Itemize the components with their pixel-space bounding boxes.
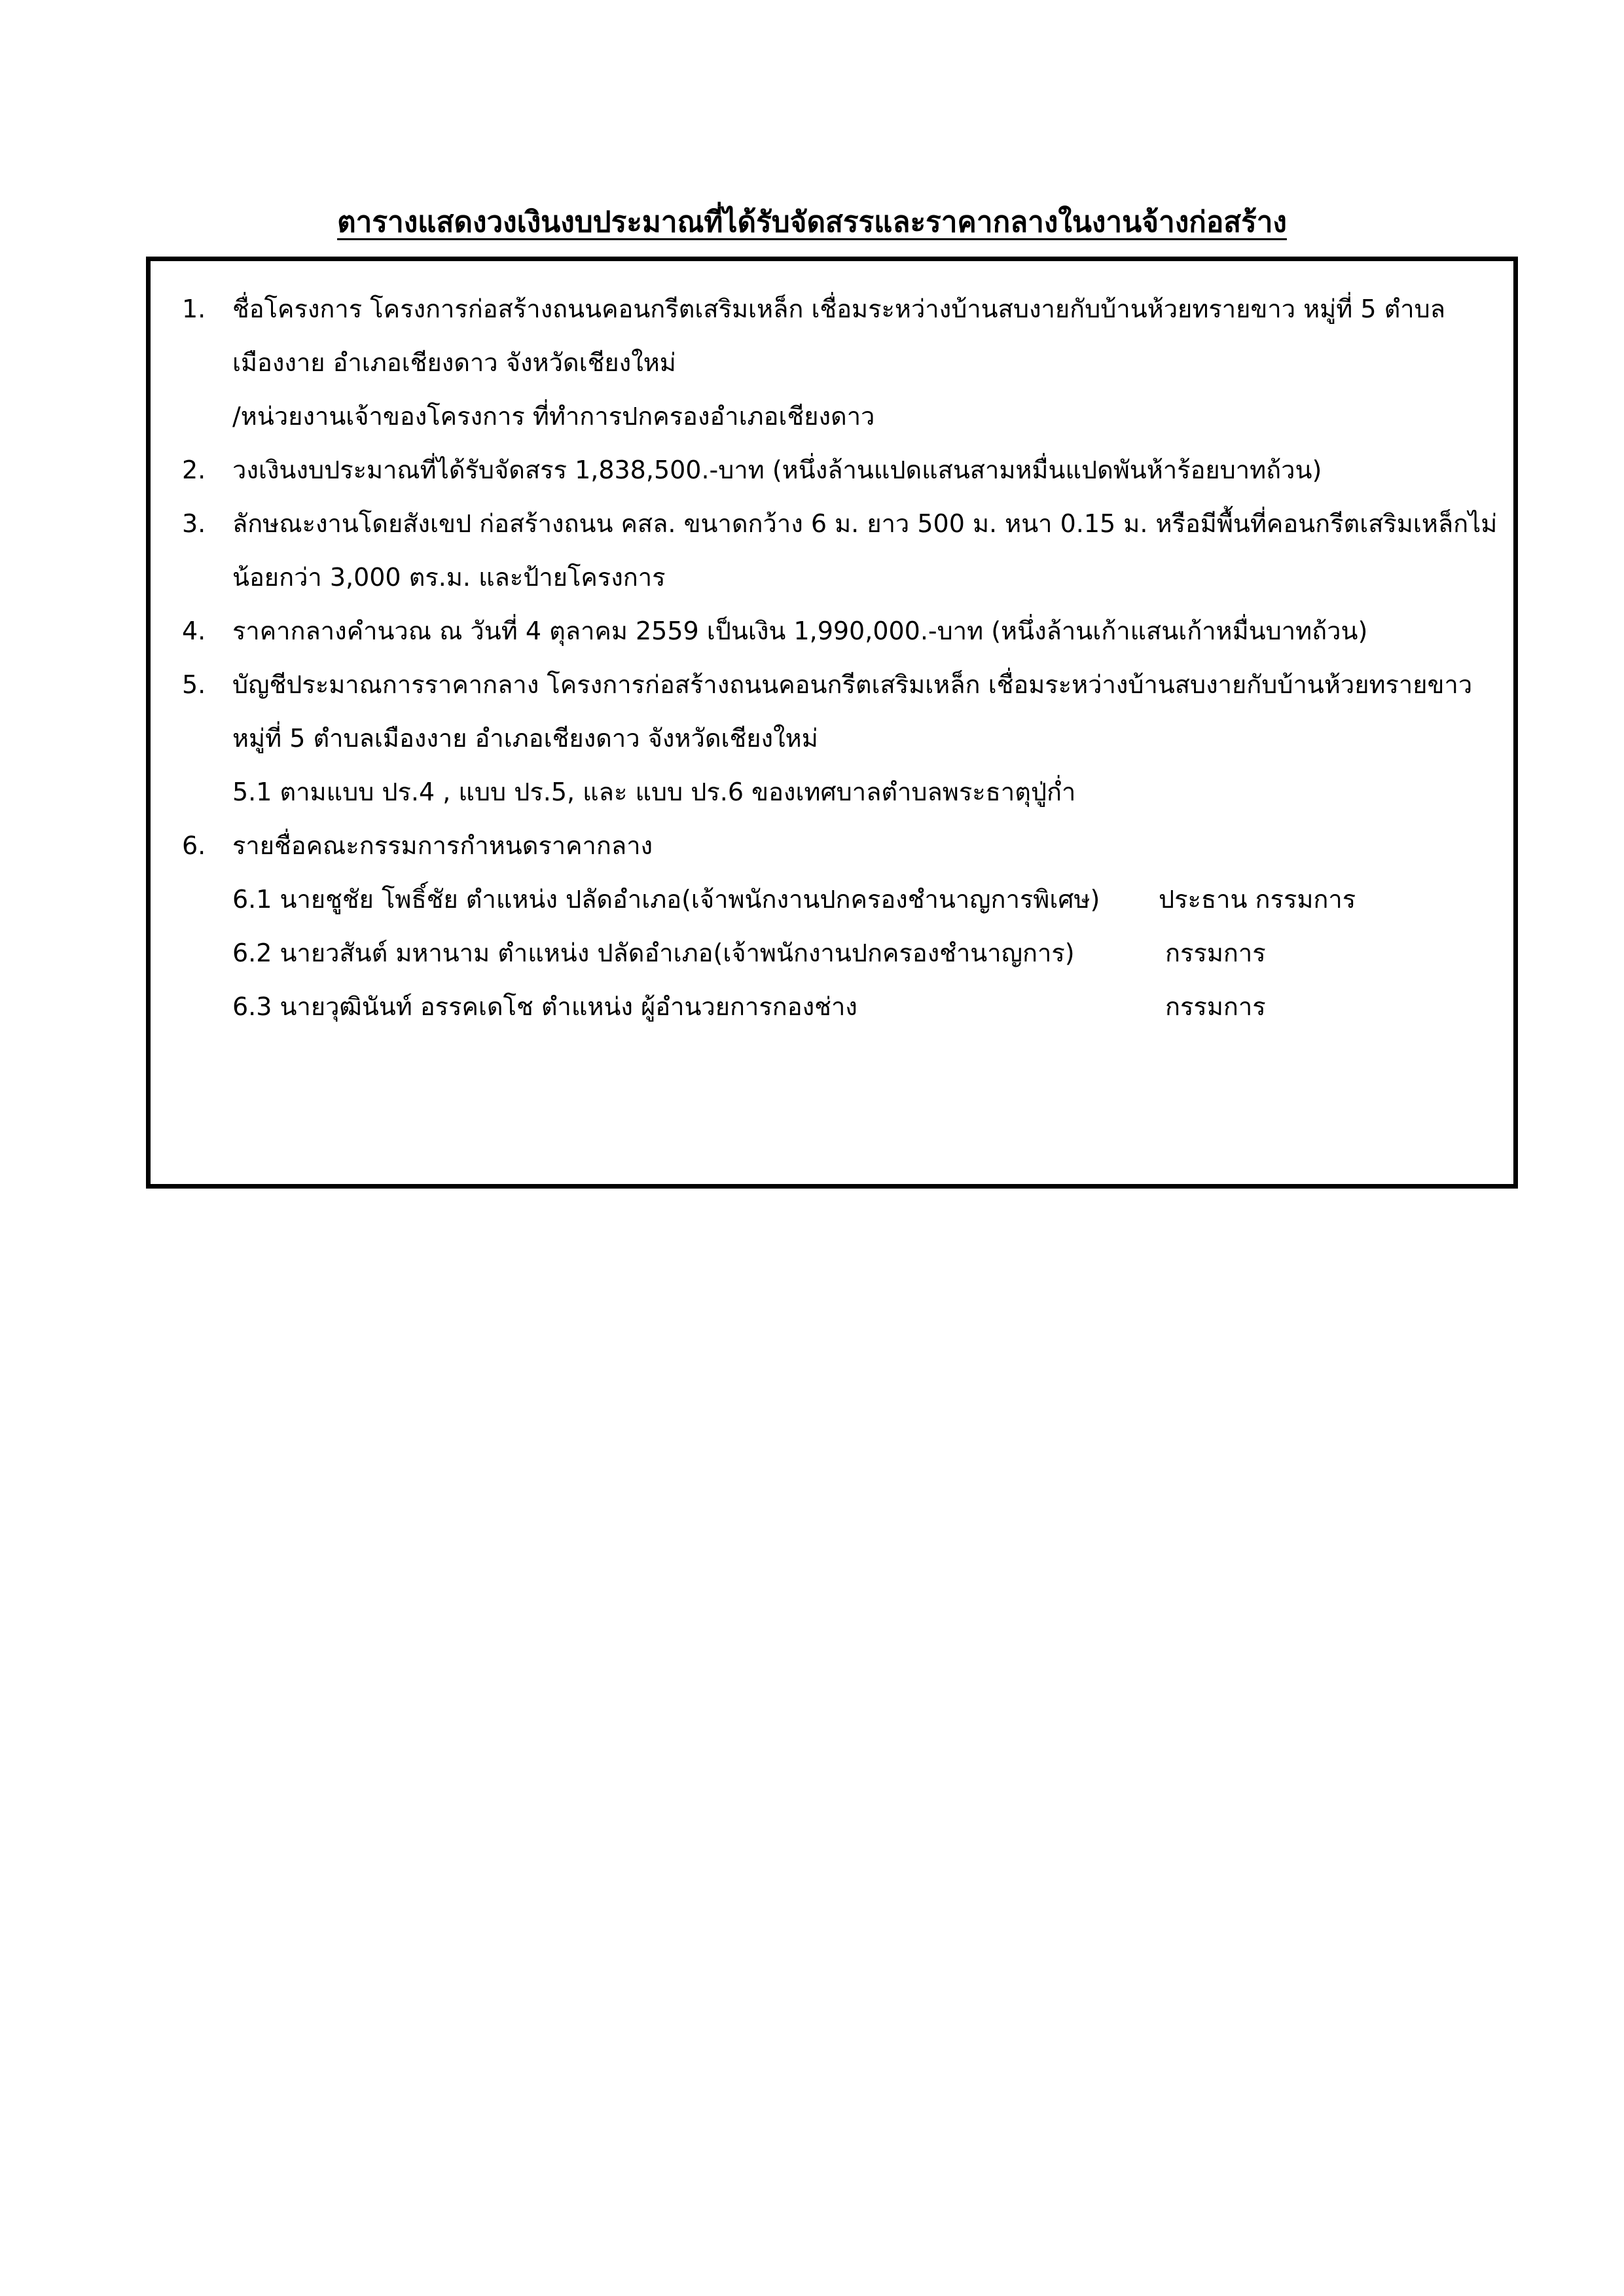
item-5-1-line: 5.1 ตามแบบ ปร.4 , แบบ ปร.5, และ แบบ ปร.6 ของเทศบาลตำบลพระธาตุปู่ก่ำ <box>232 778 1076 806</box>
committee-member-3: 6.3 นายวุฒินันท์ อรรคเดโช ตำแหน่ง ผู้อำนวยการกองช่าง <box>232 992 857 1021</box>
item-6-line-1: รายชื่อคณะกรรมการกำหนดราคากลาง <box>232 831 653 860</box>
item-5-line-2: หมู่ที่ 5 ตำบลเมืองงาย อำเภอเชียงดาว จังหวัดเชียงใหม่ <box>232 724 818 753</box>
item-4-number: 4. <box>182 617 206 645</box>
item-4-line-1: ราคากลางคำนวณ ณ วันที่ 4 ตุลาคม 2559 เป็นเงิน 1,990,000.-บาท (หนึ่งล้านเก้าแสนเก้าหมื่นบาทถ้วน) <box>232 617 1368 645</box>
item-1-line-1: ชื่อโครงการ โครงการก่อสร้างถนนคอนกรีตเสริมเหล็ก เชื่อมระหว่างบ้านสบงายกับบ้านห้วยทรายขาว หมู่ที่ 5 ตำบล <box>232 295 1446 323</box>
item-2-number: 2. <box>182 456 206 484</box>
item-1-number: 1. <box>182 295 206 323</box>
committee-member-1: 6.1 นายชูชัย โพธิ์ชัย ตำแหน่ง ปลัดอำเภอ(เจ้าพนักงานปกครองชำนาญการพิเศษ) <box>232 885 1100 914</box>
item-3-line-2: น้อยกว่า 3,000 ตร.ม. และป้ายโครงการ <box>232 563 666 592</box>
committee-member-3-role: กรรมการ <box>1165 992 1266 1021</box>
item-2-line-1: วงเงินงบประมาณที่ได้รับจัดสรร 1,838,500.-บาท (หนึ่งล้านแปดแสนสามหมื่นแปดพันห้าร้อยบาทถ้วน) <box>232 456 1322 484</box>
item-5-line-1: บัญชีประมาณการราคากลาง โครงการก่อสร้างถนนคอนกรีตเสริมเหล็ก เชื่อมระหว่างบ้านสบงายกับบ้านห้วยทรายขาว <box>232 670 1473 699</box>
item-1-line-2: เมืองงาย อำเภอเชียงดาว จังหวัดเชียงใหม่ <box>232 348 676 377</box>
document-title: ตารางแสดงวงเงินงบประมาณที่ได้รับจัดสรรและราคากลางในงานจ้างก่อสร้าง <box>337 206 1287 239</box>
committee-member-2: 6.2 นายวสันต์ มหานาม ตำแหน่ง ปลัดอำเภอ(เจ้าพนักงานปกครองชำนาญการ) <box>232 939 1075 967</box>
item-5-number: 5. <box>182 670 206 699</box>
committee-member-1-role: ประธาน กรรมการ <box>1159 885 1356 914</box>
committee-member-2-role: กรรมการ <box>1165 939 1266 967</box>
item-3-line-1: ลักษณะงานโดยสังเขป ก่อสร้างถนน คสล. ขนาดกว้าง 6 ม. ยาว 500 ม. หนา 0.15 ม. หรือมีพื้นที่คอนกรีตเสริมเหล็กไม่ <box>232 509 1498 538</box>
item-1-line-3: /หน่วยงานเจ้าของโครงการ ที่ทำการปกครองอำเภอเชียงดาว <box>232 402 875 431</box>
item-6-number: 6. <box>182 831 206 860</box>
item-3-number: 3. <box>182 509 206 538</box>
